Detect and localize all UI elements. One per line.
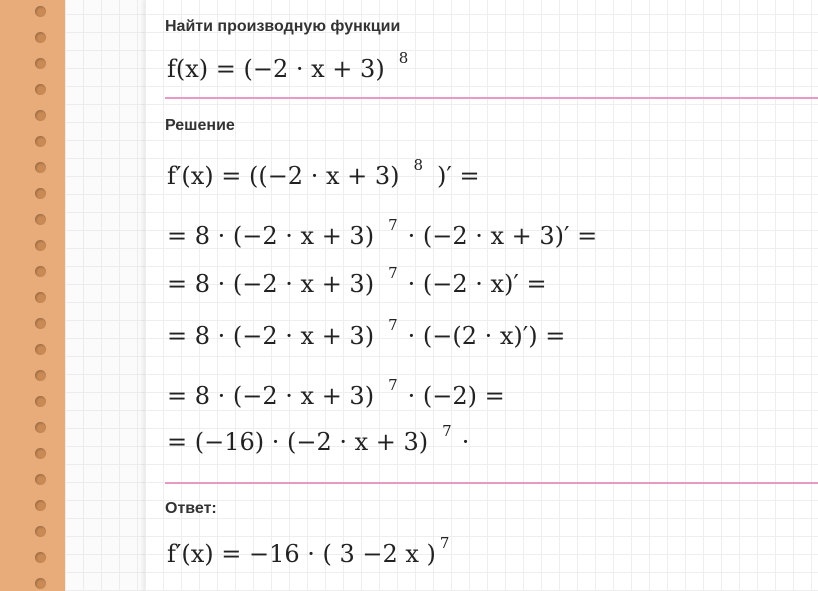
notebook-binding — [0, 0, 65, 591]
binding-hole-icon — [35, 344, 46, 355]
solution-line: f′(x) = ((−2 · x + 3) $^8$ )′ = — [167, 156, 480, 190]
binding-hole-icon — [35, 188, 46, 199]
binding-hole-icon — [35, 110, 46, 121]
binding-hole-icon — [35, 266, 46, 277]
binding-hole-icon — [35, 578, 46, 589]
task-function — [167, 49, 409, 83]
solution-line: = (−16) · (−2 · x + 3) $^7$ · — [167, 422, 470, 456]
answer-expression: f′(x) = −16 · ( 3 −2 x ) $^7$ — [167, 534, 450, 568]
binding-hole-icon — [35, 318, 46, 329]
section-divider — [165, 97, 818, 99]
binding-hole-icon — [35, 84, 46, 95]
task-heading: Найти производную функции — [165, 18, 401, 35]
binding-hole-icon — [35, 240, 46, 251]
function-exponent: 8 — [398, 49, 409, 67]
binding-hole-icon — [35, 396, 46, 407]
binding-hole-icon — [35, 474, 46, 485]
worksheet — [145, 0, 818, 591]
binding-hole-icon — [35, 32, 46, 43]
binding-hole-icon — [35, 6, 46, 17]
binding-hole-icon — [35, 422, 46, 433]
binding-hole-icon — [35, 162, 46, 173]
binding-hole-icon — [35, 552, 46, 563]
solution-line: = 8 · (−2 · x + 3) $^7$ · (−2 · x + 3)′ = — [167, 216, 598, 250]
solution-line: = 8 · (−2 · x + 3) $^7$ · (−(2 · x)′) = — [167, 316, 566, 350]
binding-hole-icon — [35, 58, 46, 69]
solution-heading: Решение — [165, 117, 235, 134]
section-divider — [165, 482, 818, 484]
binding-hole-icon — [35, 136, 46, 147]
page-margin — [65, 0, 145, 591]
answer-heading: Ответ: — [165, 500, 217, 517]
binding-hole-icon — [35, 448, 46, 459]
binding-hole-icon — [35, 292, 46, 303]
binding-hole-icon — [35, 214, 46, 225]
binding-hole-icon — [35, 500, 46, 511]
binding-hole-icon — [35, 370, 46, 381]
solution-line: = 8 · (−2 · x + 3) $^7$ · (−2) = — [167, 376, 505, 410]
binding-hole-icon — [35, 526, 46, 537]
solution-line: = 8 · (−2 · x + 3) $^7$ · (−2 · x)′ = — [167, 264, 547, 298]
function-expression: f(x) = (−2 · x + 3) — [167, 55, 385, 83]
